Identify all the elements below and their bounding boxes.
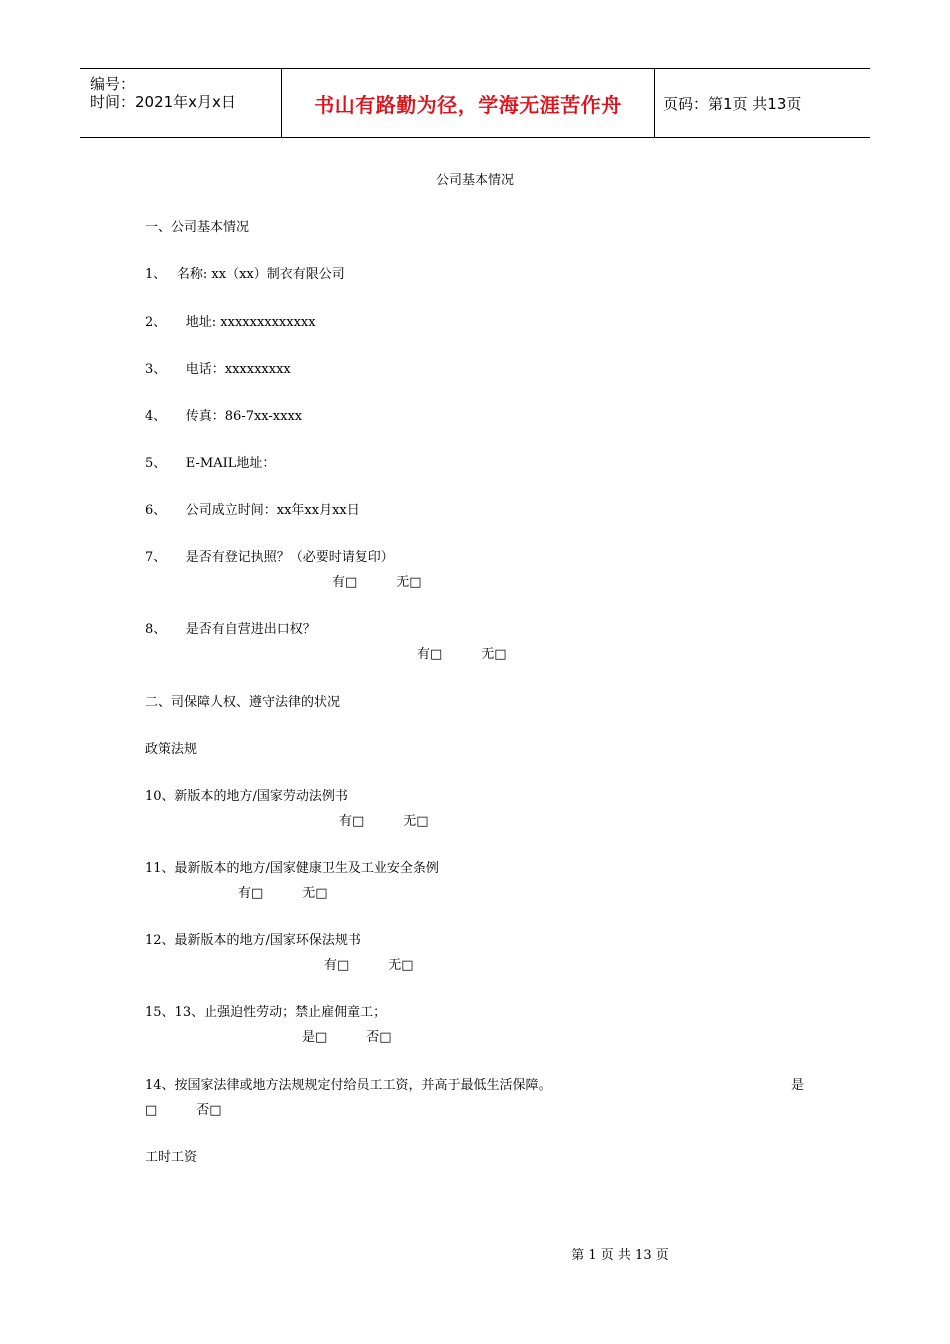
checkbox-options: 有□ 无□: [332, 575, 422, 590]
page-footer: 第 1 页 共 13 页: [571, 1248, 669, 1263]
list-item: 4、 传真：86-7xx-xxxx: [145, 409, 303, 424]
list-item: 11、最新版本的地方/国家健康卫生及工业安全条例: [145, 861, 439, 876]
checkbox-options: □ 否□: [145, 1103, 222, 1118]
list-item: 5、 E-MAIL地址：: [145, 456, 276, 471]
header-meta-cell: [80, 69, 282, 137]
doc-time-label: 时间：2021年x月x日: [90, 93, 236, 111]
checkbox-option-yes: 是: [791, 1078, 805, 1093]
list-item: 1、 名称: xx（xx）制衣有限公司: [145, 267, 345, 282]
subheading-policy: 政策法规: [145, 742, 198, 757]
header-motto-cell: [282, 69, 655, 137]
list-item: 8、 是否有自营进出口权？: [145, 622, 316, 637]
list-item: 6、 公司成立时间：xx年xx月xx日: [145, 503, 360, 518]
checkbox-options: 是□ 否□: [302, 1030, 392, 1045]
list-item: 14、按国家法律或地方法规规定付给员工工资，并高于最低生活保障。: [145, 1078, 552, 1093]
checkbox-options: 有□ 无□: [417, 647, 507, 662]
checkbox-options: 有□ 无□: [324, 958, 414, 973]
list-item: 3、 电话：xxxxxxxxx: [145, 362, 291, 377]
header-page-cell: [655, 69, 870, 137]
list-item: 10、新版本的地方/国家劳动法例书: [145, 789, 348, 804]
header-page-info: 页码：第1页 共13页: [663, 94, 802, 113]
doc-number-label: 编号：: [90, 75, 136, 93]
list-item: 15、13、止强迫性劳动；禁止雇佣童工；: [145, 1005, 387, 1020]
page-header: [80, 68, 870, 138]
list-item: 7、 是否有登记执照？（必要时请复印）: [145, 550, 394, 565]
doc-title: 公司基本情况: [435, 173, 514, 188]
list-item: 12、最新版本的地方/国家环保法规书: [145, 933, 361, 948]
subheading-wages: 工时工资: [145, 1150, 198, 1165]
checkbox-options: 有□ 无□: [339, 814, 429, 829]
section-heading-1: 一、公司基本情况: [145, 220, 250, 235]
section-heading-2: 二、司保障人权、遵守法律的状况: [145, 695, 341, 710]
checkbox-options: 有□ 无□: [238, 886, 328, 901]
list-item: 2、 地址: xxxxxxxxxxxxx: [145, 315, 316, 330]
header-motto: 书山有路勤为径，学海无涯苦作舟: [314, 92, 622, 117]
